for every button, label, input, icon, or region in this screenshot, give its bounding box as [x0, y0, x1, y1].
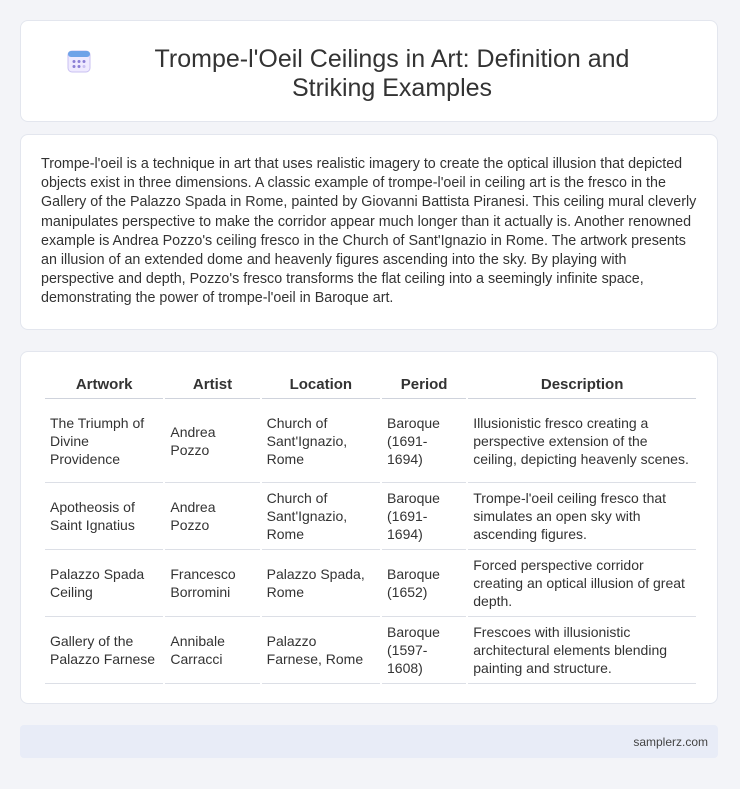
cell-artwork: Apotheosis of Saint Ignatius [45, 483, 163, 550]
cell-description: Frescoes with illusionistic architectural elements blending painting and structure. [468, 617, 696, 684]
column-header-location: Location [262, 370, 380, 399]
column-header-artist: Artist [165, 370, 259, 399]
title-card [20, 20, 718, 122]
cell-location: Palazzo Spada, Rome [262, 550, 380, 617]
cell-description: Illusionistic fresco creating a perspective extension of the ceiling, depicting heavenly scenes. [468, 399, 696, 483]
column-header-artwork: Artwork [45, 370, 163, 399]
table-row [45, 483, 696, 550]
cell-period: Baroque (1691-1694) [382, 399, 466, 483]
page-title: Trompe-l'Oeil Ceilings in Art: Definition and Striking Examples [154, 45, 630, 102]
cell-description: Trompe-l'oeil ceiling fresco that simulates an open sky with ascending figures. [468, 483, 696, 550]
cell-artwork: The Triumph of Divine Providence [45, 399, 163, 483]
cell-location: Church of Sant'Ignazio, Rome [262, 399, 380, 483]
cell-artist: Annibale Carracci [165, 617, 259, 684]
calendar-grid-icon [66, 48, 92, 74]
footer-bar [20, 725, 718, 758]
cell-artwork: Gallery of the Palazzo Farnese [45, 617, 163, 684]
cell-description: Forced perspective corridor creating an optical illusion of great depth. [468, 550, 696, 617]
table-row [45, 617, 696, 684]
column-header-description: Description [468, 370, 696, 399]
title-row [21, 21, 717, 103]
footer-site-link[interactable]: samplerz.com [633, 735, 708, 749]
cell-location: Palazzo Farnese, Rome [262, 617, 380, 684]
intro-card [20, 134, 718, 330]
artworks-table [43, 370, 698, 684]
cell-period: Baroque (1652) [382, 550, 466, 617]
table-row [45, 550, 696, 617]
cell-artist: Andrea Pozzo [165, 483, 259, 550]
table-header-row [45, 370, 696, 399]
cell-location: Church of Sant'Ignazio, Rome [262, 483, 380, 550]
table-card [20, 351, 718, 704]
intro-paragraph: Trompe-l'oeil is a technique in art that uses realistic imagery to create the optical illusion that depicted objects exist in three dimensions. A classic example of trompe-l'oeil in ceiling art is the fresco in the Gallery of the Palazzo Spada in Rome, painted by Giovanni Battista Piranesi. This ceiling mural cleverly manipulates perspective to make the corridor appear much longer than it actually is. Another renowned example is Andrea Pozzo's ceiling fresco in the Church of Sant'Ignazio in Rome. The artwork presents an illusion of an extended dome and heavenly figures ascending into the sky. By playing with perspective and depth, Pozzo's fresco transforms the flat ceiling into a seemingly infinite space, demonstrating the power of trompe-l'oeil in Baroque art. [41, 156, 697, 307]
cell-period: Baroque (1691-1694) [382, 483, 466, 550]
cell-artwork: Palazzo Spada Ceiling [45, 550, 163, 617]
cell-artist: Francesco Borromini [165, 550, 259, 617]
table-row [45, 399, 696, 483]
column-header-period: Period [382, 370, 466, 399]
cell-period: Baroque (1597-1608) [382, 617, 466, 684]
cell-artist: Andrea Pozzo [165, 399, 259, 483]
